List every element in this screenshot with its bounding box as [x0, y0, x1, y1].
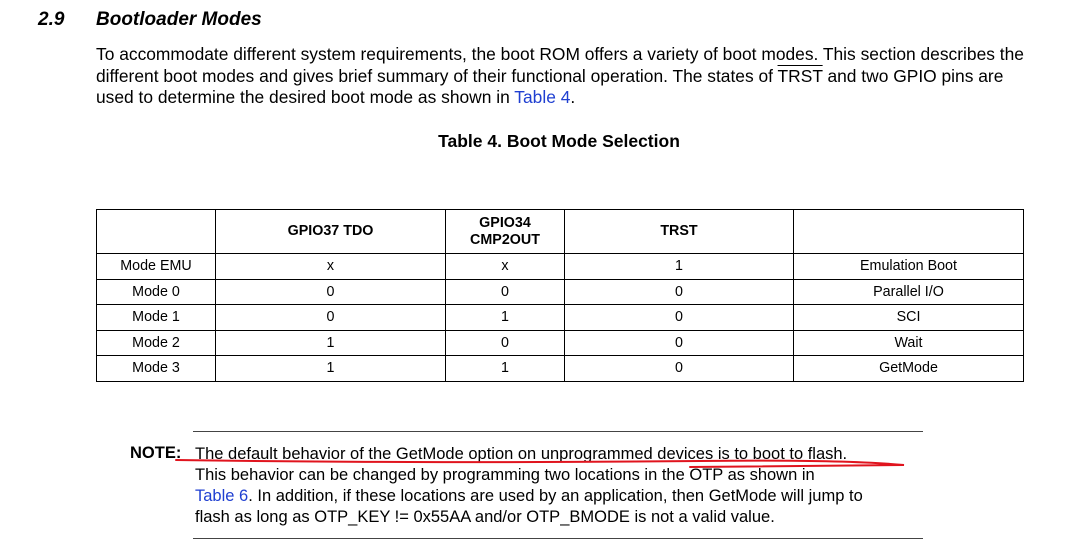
paragraph-text-c: .: [570, 87, 576, 107]
header-gpio34-line2: CMP2OUT: [470, 231, 540, 248]
header-description: [794, 210, 1024, 254]
cell-boot-type: GetMode: [794, 356, 1024, 382]
cell-trst: 0: [565, 330, 794, 356]
cell-gpio37: x: [216, 254, 446, 280]
cell-mode: Mode 1: [97, 305, 216, 331]
note-text: [195, 444, 935, 528]
cell-gpio34: 0: [446, 330, 565, 356]
cell-boot-type: Wait: [794, 330, 1024, 356]
cell-boot-type: Parallel I/O: [794, 279, 1024, 305]
table-row: [97, 305, 1024, 331]
cell-gpio34: 1: [446, 305, 565, 331]
cell-gpio37: 1: [216, 330, 446, 356]
header-mode: [97, 210, 216, 254]
cell-boot-type: Emulation Boot: [794, 254, 1024, 280]
note-line-3-rest: . In addition, if these locations are used by an application, then GetMode will jump to: [248, 487, 863, 505]
cell-mode: Mode 0: [97, 279, 216, 305]
note-line-3: [195, 486, 935, 507]
header-gpio34-line1: GPIO34: [479, 214, 531, 231]
cell-trst: 0: [565, 279, 794, 305]
header-gpio37: GPIO37 TDO: [216, 210, 446, 254]
cell-trst: 1: [565, 254, 794, 280]
cell-trst: 0: [565, 356, 794, 382]
section-title: Bootloader Modes: [96, 9, 262, 30]
header-trst: TRST: [565, 210, 794, 254]
boot-mode-table: [96, 209, 1024, 382]
table-row: [97, 279, 1024, 305]
header-gpio34: [446, 210, 565, 254]
note-line-1: The default behavior of the GetMode option on unprogrammed devices is to boot to flash.: [195, 445, 848, 463]
cell-trst: 0: [565, 305, 794, 331]
section-number: 2.9: [38, 9, 65, 30]
paragraph-text-a: To accommodate different system requirements, the boot ROM offers a variety of boot modes. This section describes the different boot modes and gives brief summary of their functional operation. The states of: [96, 44, 1024, 86]
cell-mode: Mode 2: [97, 330, 216, 356]
table-row: [97, 254, 1024, 280]
trst-overline-text: TRST: [777, 65, 823, 86]
cell-boot-type: SCI: [794, 305, 1024, 331]
cell-gpio34: 0: [446, 279, 565, 305]
note-top-rule: [193, 431, 923, 432]
note-line-2: This behavior can be changed by programming two locations in the OTP as shown in: [195, 466, 815, 484]
table-row: [97, 356, 1024, 382]
intro-paragraph: [96, 44, 1036, 109]
cell-mode: Mode EMU: [97, 254, 216, 280]
table-header-row: [97, 210, 1024, 254]
table-caption: Table 4. Boot Mode Selection: [438, 131, 680, 151]
cell-gpio37: 0: [216, 279, 446, 305]
note-line-4: flash as long as OTP_KEY != 0x55AA and/or OTP_BMODE is not a valid value.: [195, 508, 775, 526]
cell-mode: Mode 3: [97, 356, 216, 382]
cell-gpio34: x: [446, 254, 565, 280]
table-6-link[interactable]: Table 6: [195, 487, 249, 505]
table-row: [97, 330, 1024, 356]
cell-gpio37: 0: [216, 305, 446, 331]
cell-gpio34: 1: [446, 356, 565, 382]
table-4-link[interactable]: Table 4: [514, 87, 571, 107]
cell-gpio37: 1: [216, 356, 446, 382]
note-label: NOTE:: [130, 444, 182, 462]
paragraph-text-b: and two GPIO pins are used to determine the desired boot mode as shown in: [96, 65, 1004, 107]
note-bottom-rule: [193, 538, 923, 539]
